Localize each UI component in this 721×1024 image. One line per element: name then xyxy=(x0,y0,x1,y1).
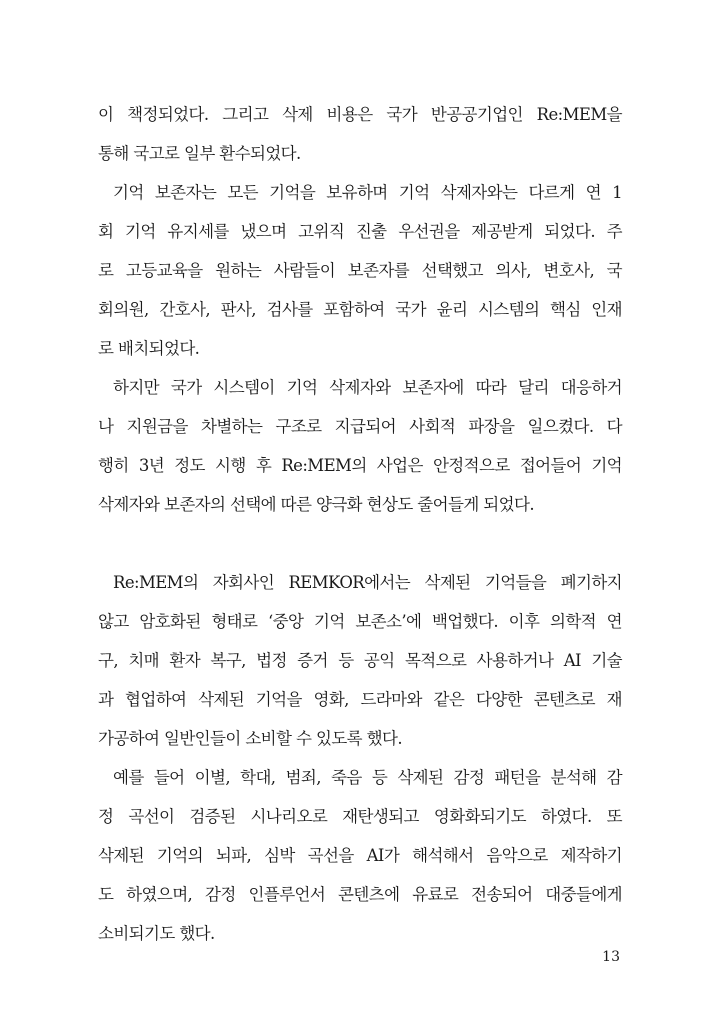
text-line: 이 책정되었다. 그리고 삭제 비용은 국가 반공공기업인 Re:MEM을 xyxy=(98,105,622,124)
text-line: 삭제된 기억의 뇌파, 심박 곡선을 AI가 해석해서 음악으로 제작하기 xyxy=(98,846,622,865)
text-line: 기억 보존자는 모든 기억을 보유하며 기억 삭제자와는 다르게 연 1 xyxy=(113,183,622,202)
text-line: 삭제자와 보존자의 선택에 따른 양극화 현상도 줄어들게 되었다. xyxy=(98,495,534,514)
text-line: 구, 치매 환자 복구, 법정 증거 등 공익 목적으로 사용하거나 AI 기술 xyxy=(98,651,622,670)
text-line: 하지만 국가 시스템이 기억 삭제자와 보존자에 따라 달리 대응하거 xyxy=(113,378,622,397)
text-line: Re:MEM의 자회사인 REMKOR에서는 삭제된 기억들을 폐기하지 xyxy=(113,573,622,592)
text-line: 나 지원금을 차별하는 구조로 지급되어 사회적 파장을 일으켰다. 다 xyxy=(98,417,622,436)
page-number: 13 xyxy=(602,949,620,965)
text-line: 과 협업하여 삭제된 기억을 영화, 드라마와 같은 다양한 콘텐츠로 재 xyxy=(98,690,622,709)
text-line: 통해 국고로 일부 환수되었다. xyxy=(98,144,301,163)
text-line: 로 고등교육을 원하는 사람들이 보존자를 선택했고 의사, 변호사, 국 xyxy=(98,261,622,280)
text-line: 행히 3년 정도 시행 후 Re:MEM의 사업은 안정적으로 접어들어 기억 xyxy=(98,456,622,475)
text-line: 회의원, 간호사, 판사, 검사를 포함하여 국가 윤리 시스템의 핵심 인재 xyxy=(98,300,622,319)
text-line: 소비되기도 했다. xyxy=(98,924,215,943)
text-line: 회 기억 유지세를 냈으며 고위직 진출 우선권을 제공받게 되었다. 주 xyxy=(98,222,622,241)
text-line: 정 곡선이 검증된 시나리오로 재탄생되고 영화화되기도 하였다. 또 xyxy=(98,807,622,826)
text-line: 예를 들어 이별, 학대, 범죄, 죽음 등 삭제된 감정 패턴을 분석해 감 xyxy=(113,768,622,787)
text-line: 로 배치되었다. xyxy=(98,339,200,358)
text-line: 않고 암호화된 형태로 ‘중앙 기억 보존소’에 백업했다. 이후 의학적 연 xyxy=(98,612,622,631)
text-line: 도 하였으며, 감정 인플루언서 콘텐츠에 유료로 전송되어 대중들에게 xyxy=(98,885,622,904)
text-line: 가공하여 일반인들이 소비할 수 있도록 했다. xyxy=(98,729,402,748)
